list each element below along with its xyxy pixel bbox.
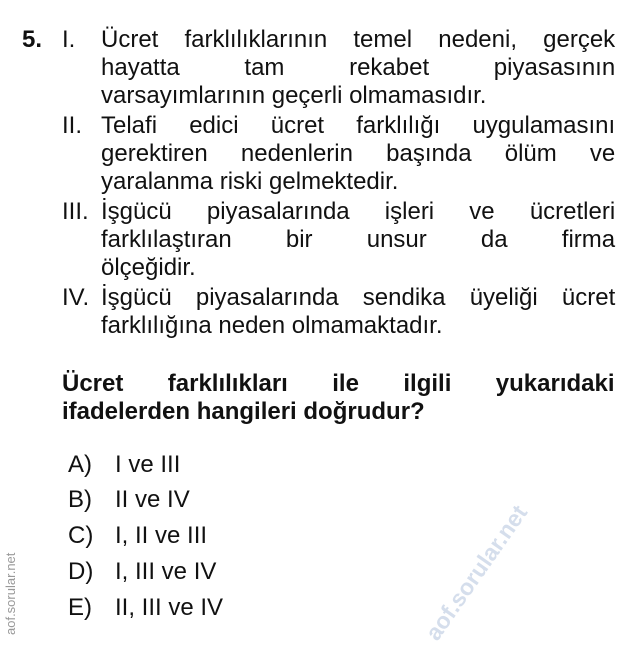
statement-line: Telafi edici ücret farklılığı uygulamasını (101, 112, 616, 139)
side-watermark: aof.sorular.net (3, 552, 18, 635)
question-prompt: Ücret farklılıkları ile ilgili yukarıdaki (62, 370, 615, 397)
statement-line: gerektiren nedenlerin başında ölüm ve (101, 140, 616, 167)
option-c[interactable] (68, 522, 208, 550)
option-text: II ve IV (115, 486, 190, 513)
statement-line: farklılaştıran bir unsur da firma (101, 226, 616, 253)
option-letter: A) (68, 451, 92, 478)
statement-line: ölçeğidir. (101, 254, 196, 281)
question-number: 5. (22, 26, 43, 53)
option-text: I ve III (115, 451, 181, 478)
option-text: I, III ve IV (115, 558, 217, 585)
statement-line: yaralanma riski gelmektedir. (101, 168, 399, 195)
statement-line: Ücret farklılıklarının temel nedeni, gerçek (101, 26, 616, 53)
statement-numeral: IV. (62, 284, 90, 311)
question-prompt: ifadelerden hangileri doğrudur? (62, 398, 425, 425)
statement-numeral: II. (62, 112, 83, 139)
statement-line: İşgücü piyasalarında işleri ve ücretleri (101, 198, 616, 225)
statement-line: hayatta tam rekabet piyasasının (101, 54, 616, 81)
option-e[interactable] (68, 594, 224, 622)
option-text: II, III ve IV (115, 594, 224, 621)
option-letter: D) (68, 558, 94, 585)
option-text: I, II ve III (115, 522, 208, 549)
option-letter: E) (68, 594, 92, 621)
statement-line: farklılığına neden olmamaktadır. (101, 312, 443, 339)
statement-numeral: III. (62, 198, 89, 225)
option-d[interactable] (68, 558, 217, 586)
watermark: aof.sorular.net (420, 500, 533, 645)
statement-numeral: I. (62, 26, 76, 53)
statement-line: varsayımlarının geçerli olmamasıdır. (101, 82, 487, 109)
statement-line: İşgücü piyasalarında sendika üyeliği ücret (101, 284, 616, 311)
option-a[interactable] (68, 451, 181, 479)
option-letter: C) (68, 522, 94, 549)
option-b[interactable] (68, 486, 190, 514)
option-letter: B) (68, 486, 92, 513)
